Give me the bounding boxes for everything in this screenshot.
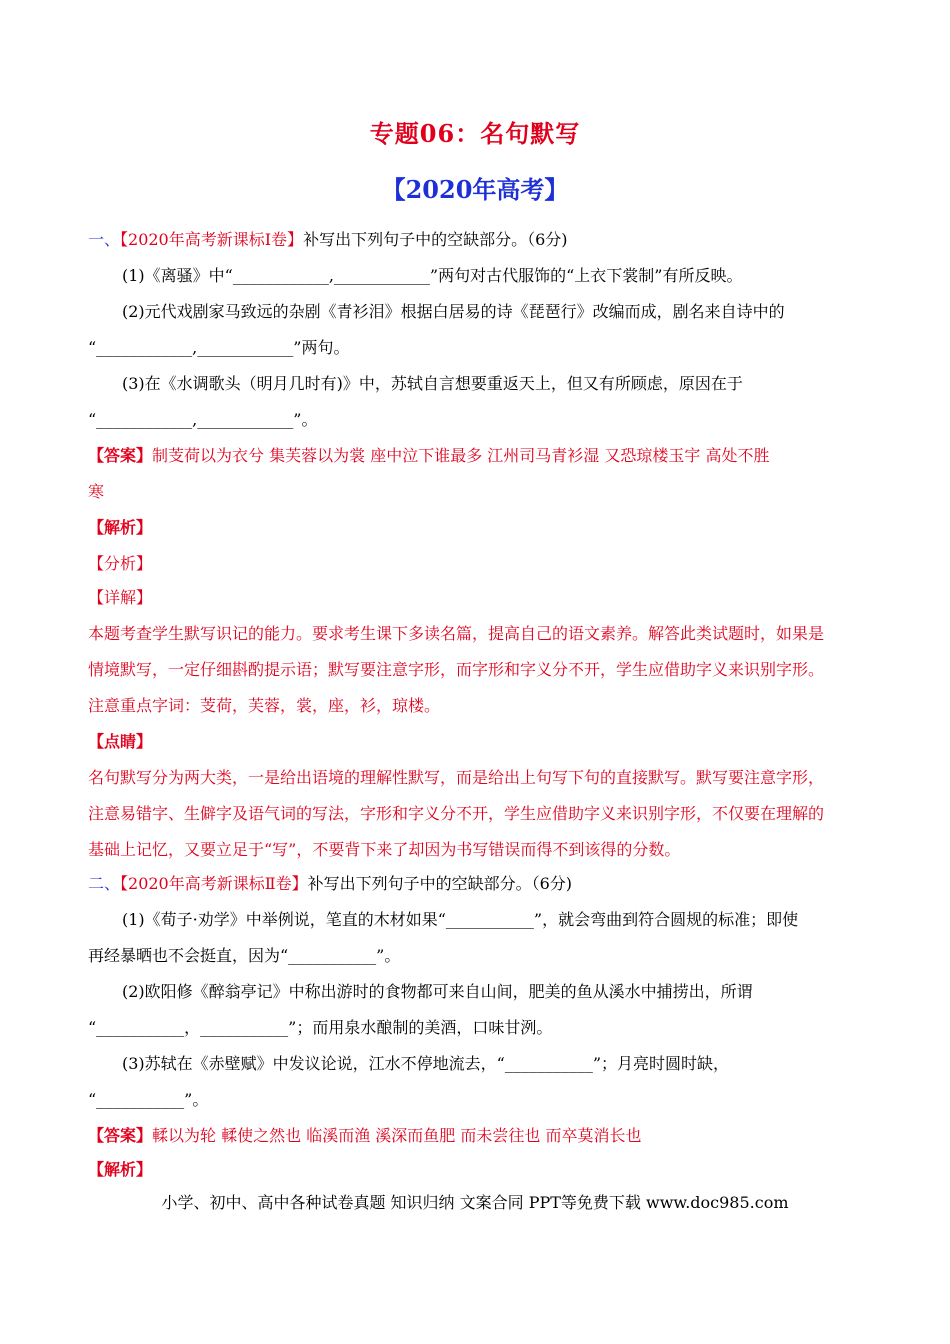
question-1-answer-cont: 寒 (88, 482, 105, 501)
question-2-item-3a: (3)苏轼在《赤壁赋》中发议论说，江水不停地流去，“___________”；月亮时圆时缺， (122, 1054, 730, 1073)
question-2-answer (88, 1124, 878, 1148)
question-2-item-3b: “___________”。 (88, 1090, 209, 1109)
answer-text: 制芰荷以为衣兮 集芙蓉以为裳 座中泣下谁最多 江州司马青衫湿 又恐琼楼玉宇 高处不胜 (152, 446, 770, 465)
question-1-header (88, 228, 878, 252)
analysis-label-2: 【解析】 (88, 1160, 153, 1179)
question-2-source: 【2020年高考新课标Ⅱ卷】 (120, 874, 308, 893)
note-line-2: 注意易错字、生僻字及语气词的写法，字形和字义分不开，学生应借助字义来识别字形，不仅要在理解的 (88, 804, 825, 823)
question-1-answer (88, 444, 878, 468)
dianjing-label: 【点睛】 (88, 732, 153, 751)
detail-label: 【详解】 (88, 588, 153, 607)
page-title: 专题06：名句默写 (369, 119, 581, 148)
question-2-item-2a: (2)欧阳修《醉翁亭记》中称出游时的食物都可来自山间，肥美的鱼从溪水中捕捞出，所谓 (122, 982, 753, 1001)
detail-line-2: 情境默写，一定仔细斟酌提示语；默写要注意字形，而字形和字义分不开，学生应借助字义来识别字形。 (88, 660, 825, 679)
question-2-number: 二、 (88, 874, 121, 893)
question-1-item-1: (1)《离骚》中“____________,____________”两句对古代服饰的“上衣下裳制”有所反映。 (122, 266, 743, 285)
note-line-1: 名句默写分为两大类，一是给出语境的理解性默写，而是给出上句写下句的直接默写。默写要注意字形， (88, 768, 825, 787)
question-2-header (88, 872, 878, 896)
fenxi-label: 【分析】 (88, 554, 153, 573)
question-1-prompt: 补写出下列句子中的空缺部分。（6分) (303, 230, 568, 249)
question-1-item-3a: (3)在《水调歌头（明月几时有)》中，苏轼自言想要重返天上，但又有所顾虑，原因在于 (122, 374, 743, 393)
question-2-item-2b: “___________，___________”；而用泉水酿制的美酒，口味甘洌。 (88, 1018, 553, 1037)
question-1-item-2b: “____________,____________”两句。 (88, 338, 350, 357)
detail-line-1: 本题考查学生默写识记的能力。要求考生课下多读名篇，提高自己的语文素养。解答此类试题时，如果是 (88, 624, 825, 643)
analysis-label: 【解析】 (88, 518, 153, 537)
question-2-item-1b: 再经暴晒也不会挺直，因为“___________”。 (88, 946, 401, 965)
question-1-number: 一、 (88, 230, 121, 249)
note-line-3: 基础上记忆，又要立足于“写”，不要背下来了却因为书写错误而得不到该得的分数。 (88, 840, 681, 859)
answer-text-2: 輮以为轮 輮使之然也 临溪而渔 溪深而鱼肥 而未尝往也 而卒莫消长也 (152, 1126, 642, 1145)
answer-label-2: 【答案】 (88, 1126, 153, 1145)
page-footer: 小学、初中、高中各种试卷真题 知识归纳 文案合同 PPT等免费下载 www.doc985.com (161, 1193, 789, 1212)
question-2-item-1a: (1)《荀子·劝学》中举例说，笔直的木材如果“___________”，就会弯曲到符合圆规的标准；即使 (122, 910, 799, 929)
question-1-item-2a: (2)元代戏剧家马致远的杂剧《青衫泪》根据白居易的诗《琵琶行》改编而成，剧名来自诗中的 (122, 302, 785, 321)
question-1-item-3b: “____________,____________”。 (88, 410, 318, 429)
answer-label: 【答案】 (88, 446, 153, 465)
page-subtitle: 【2020年高考】 (381, 175, 569, 204)
detail-line-3: 注意重点字词：芰荷，芙蓉，裳，座，衫，琼楼。 (88, 696, 441, 715)
question-1-source: 【2020年高考新课标Ⅰ卷】 (120, 230, 304, 249)
question-2-prompt: 补写出下列句子中的空缺部分。（6分) (307, 874, 573, 893)
